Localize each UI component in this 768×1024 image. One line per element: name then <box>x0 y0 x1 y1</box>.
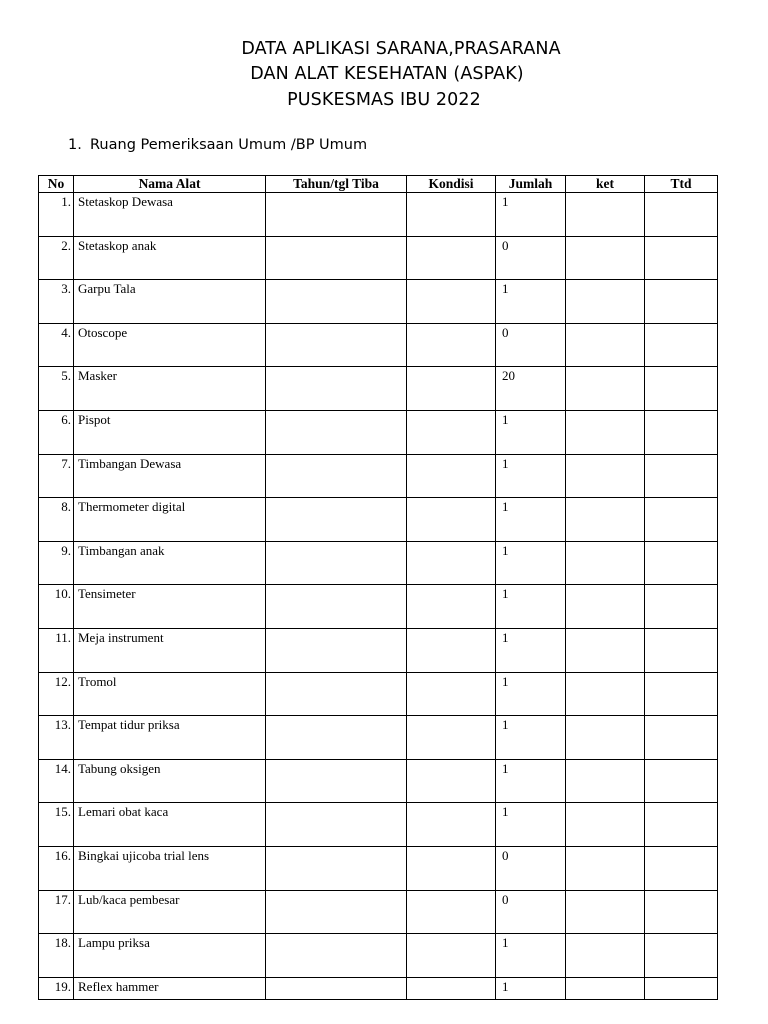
cell-jumlah: 1 <box>496 803 566 847</box>
cell-no: 9. <box>39 541 74 585</box>
cell-ttd <box>645 977 718 999</box>
cell-jumlah: 0 <box>496 323 566 367</box>
cell-ket <box>566 236 645 280</box>
table-row <box>39 585 718 629</box>
cell-no: 7. <box>39 454 74 498</box>
cell-kondisi <box>407 410 496 454</box>
table-row <box>39 541 718 585</box>
table-row <box>39 934 718 978</box>
cell-kondisi <box>407 759 496 803</box>
document-title-line-3: PUSKESMAS IBU 2022 <box>287 90 481 110</box>
table-header-row <box>39 176 718 193</box>
cell-nama-alat: Garpu Tala <box>74 280 266 324</box>
cell-ket <box>566 454 645 498</box>
table-row <box>39 716 718 760</box>
cell-ket <box>566 803 645 847</box>
cell-jumlah: 1 <box>496 498 566 542</box>
cell-nama-alat: Masker <box>74 367 266 411</box>
cell-kondisi <box>407 934 496 978</box>
cell-nama-alat: Bingkai ujicoba trial lens <box>74 846 266 890</box>
cell-ket <box>566 759 645 803</box>
cell-kondisi <box>407 193 496 237</box>
cell-jumlah: 1 <box>496 280 566 324</box>
cell-no: 15. <box>39 803 74 847</box>
cell-ket <box>566 323 645 367</box>
table-row <box>39 410 718 454</box>
cell-nama-alat: Tempat tidur priksa <box>74 716 266 760</box>
table-row <box>39 846 718 890</box>
table-body <box>39 193 718 1000</box>
cell-ttd <box>645 803 718 847</box>
cell-jumlah: 1 <box>496 541 566 585</box>
cell-ket <box>566 934 645 978</box>
cell-jumlah: 1 <box>496 585 566 629</box>
cell-nama-alat: Thermometer digital <box>74 498 266 542</box>
table-row <box>39 323 718 367</box>
cell-ket <box>566 628 645 672</box>
cell-kondisi <box>407 977 496 999</box>
cell-ket <box>566 672 645 716</box>
col-header-jumlah: Jumlah <box>496 176 566 193</box>
cell-ttd <box>645 890 718 934</box>
table-row <box>39 280 718 324</box>
cell-tahun-tgl-tiba <box>266 846 407 890</box>
cell-nama-alat: Tabung oksigen <box>74 759 266 803</box>
table-row <box>39 628 718 672</box>
table-row <box>39 672 718 716</box>
col-header-tahun-tgl-tiba: Tahun/tgl Tiba <box>266 176 407 193</box>
cell-no: 13. <box>39 716 74 760</box>
section-title: Ruang Pemeriksaan Umum /BP Umum <box>90 137 368 153</box>
cell-jumlah: 1 <box>496 716 566 760</box>
cell-ket <box>566 846 645 890</box>
cell-tahun-tgl-tiba <box>266 716 407 760</box>
cell-no: 1. <box>39 193 74 237</box>
cell-nama-alat: Lub/kaca pembesar <box>74 890 266 934</box>
col-header-ttd: Ttd <box>645 176 718 193</box>
cell-no: 5. <box>39 367 74 411</box>
cell-nama-alat: Pispot <box>74 410 266 454</box>
equipment-table <box>38 175 718 1000</box>
cell-kondisi <box>407 236 496 280</box>
cell-no: 17. <box>39 890 74 934</box>
cell-tahun-tgl-tiba <box>266 498 407 542</box>
cell-ttd <box>645 280 718 324</box>
cell-kondisi <box>407 628 496 672</box>
cell-tahun-tgl-tiba <box>266 934 407 978</box>
cell-jumlah: 1 <box>496 454 566 498</box>
cell-no: 4. <box>39 323 74 367</box>
cell-tahun-tgl-tiba <box>266 541 407 585</box>
cell-ttd <box>645 672 718 716</box>
cell-no: 2. <box>39 236 74 280</box>
cell-kondisi <box>407 672 496 716</box>
cell-ket <box>566 367 645 411</box>
cell-jumlah: 0 <box>496 846 566 890</box>
cell-tahun-tgl-tiba <box>266 759 407 803</box>
cell-no: 10. <box>39 585 74 629</box>
table-row <box>39 803 718 847</box>
cell-no: 16. <box>39 846 74 890</box>
cell-ttd <box>645 628 718 672</box>
cell-tahun-tgl-tiba <box>266 367 407 411</box>
cell-tahun-tgl-tiba <box>266 628 407 672</box>
cell-nama-alat: Lampu priksa <box>74 934 266 978</box>
document-title-line-2: DAN ALAT KESEHATAN (ASPAK) <box>250 64 524 84</box>
cell-ket <box>566 410 645 454</box>
cell-kondisi <box>407 498 496 542</box>
cell-nama-alat: Reflex hammer <box>74 977 266 999</box>
table-row <box>39 759 718 803</box>
cell-nama-alat: Timbangan anak <box>74 541 266 585</box>
cell-ttd <box>645 323 718 367</box>
cell-ttd <box>645 498 718 542</box>
cell-ttd <box>645 193 718 237</box>
cell-jumlah: 1 <box>496 628 566 672</box>
section-number: 1. <box>68 137 82 153</box>
cell-tahun-tgl-tiba <box>266 977 407 999</box>
cell-tahun-tgl-tiba <box>266 323 407 367</box>
cell-ttd <box>645 585 718 629</box>
cell-tahun-tgl-tiba <box>266 454 407 498</box>
cell-kondisi <box>407 454 496 498</box>
cell-kondisi <box>407 846 496 890</box>
table-row <box>39 236 718 280</box>
cell-ket <box>566 585 645 629</box>
cell-nama-alat: Meja instrument <box>74 628 266 672</box>
table-row <box>39 977 718 999</box>
cell-nama-alat: Timbangan Dewasa <box>74 454 266 498</box>
document-title-line-1: DATA APLIKASI SARANA,PRASARANA <box>241 39 561 59</box>
cell-no: 6. <box>39 410 74 454</box>
cell-no: 3. <box>39 280 74 324</box>
cell-jumlah: 1 <box>496 672 566 716</box>
cell-nama-alat: Lemari obat kaca <box>74 803 266 847</box>
cell-jumlah: 0 <box>496 236 566 280</box>
cell-ttd <box>645 759 718 803</box>
table-row <box>39 193 718 237</box>
cell-no: 18. <box>39 934 74 978</box>
section-heading <box>68 135 367 155</box>
cell-nama-alat: Tromol <box>74 672 266 716</box>
cell-ttd <box>645 410 718 454</box>
cell-tahun-tgl-tiba <box>266 672 407 716</box>
cell-tahun-tgl-tiba <box>266 193 407 237</box>
cell-jumlah: 0 <box>496 890 566 934</box>
cell-ttd <box>645 236 718 280</box>
cell-ttd <box>645 541 718 585</box>
cell-kondisi <box>407 803 496 847</box>
cell-tahun-tgl-tiba <box>266 803 407 847</box>
cell-tahun-tgl-tiba <box>266 236 407 280</box>
cell-nama-alat: Stetaskop anak <box>74 236 266 280</box>
cell-ket <box>566 541 645 585</box>
cell-ttd <box>645 454 718 498</box>
cell-nama-alat: Tensimeter <box>74 585 266 629</box>
table-row <box>39 890 718 934</box>
cell-no: 12. <box>39 672 74 716</box>
cell-no: 14. <box>39 759 74 803</box>
cell-tahun-tgl-tiba <box>266 585 407 629</box>
cell-kondisi <box>407 890 496 934</box>
col-header-no: No <box>39 176 74 193</box>
cell-jumlah: 1 <box>496 759 566 803</box>
cell-kondisi <box>407 541 496 585</box>
cell-nama-alat: Stetaskop Dewasa <box>74 193 266 237</box>
cell-no: 11. <box>39 628 74 672</box>
cell-no: 19. <box>39 977 74 999</box>
table-row <box>39 367 718 411</box>
cell-nama-alat: Otoscope <box>74 323 266 367</box>
cell-ttd <box>645 716 718 760</box>
cell-kondisi <box>407 585 496 629</box>
cell-ket <box>566 716 645 760</box>
cell-ttd <box>645 934 718 978</box>
cell-ket <box>566 193 645 237</box>
cell-ttd <box>645 367 718 411</box>
cell-ket <box>566 890 645 934</box>
table-row <box>39 498 718 542</box>
cell-jumlah: 20 <box>496 367 566 411</box>
table-row <box>39 454 718 498</box>
cell-tahun-tgl-tiba <box>266 280 407 324</box>
cell-ttd <box>645 846 718 890</box>
cell-kondisi <box>407 716 496 760</box>
cell-jumlah: 1 <box>496 410 566 454</box>
cell-ket <box>566 498 645 542</box>
cell-jumlah: 1 <box>496 977 566 999</box>
cell-ket <box>566 977 645 999</box>
cell-tahun-tgl-tiba <box>266 410 407 454</box>
cell-jumlah: 1 <box>496 934 566 978</box>
cell-tahun-tgl-tiba <box>266 890 407 934</box>
col-header-nama-alat: Nama Alat <box>74 176 266 193</box>
cell-kondisi <box>407 367 496 411</box>
col-header-ket: ket <box>566 176 645 193</box>
cell-kondisi <box>407 280 496 324</box>
cell-jumlah: 1 <box>496 193 566 237</box>
cell-kondisi <box>407 323 496 367</box>
col-header-kondisi: Kondisi <box>407 176 496 193</box>
cell-no: 8. <box>39 498 74 542</box>
cell-ket <box>566 280 645 324</box>
